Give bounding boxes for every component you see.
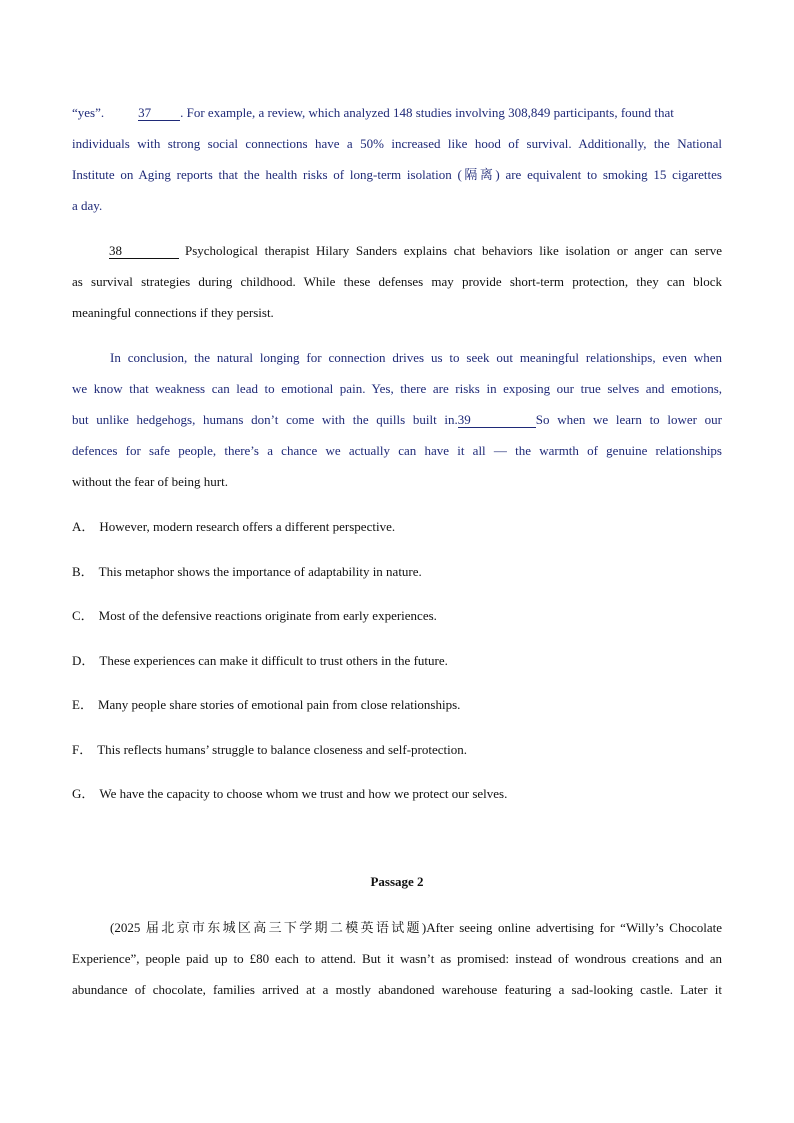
option-f <box>72 742 467 758</box>
passage-2-title: Passage 2 <box>370 874 424 889</box>
option-a-letter: A． <box>72 519 95 534</box>
p1-line-3: Institute on Aging reports that the health risks of long-term isolation (隔离) are equivalent to smoking 15 cigarettes <box>72 167 722 182</box>
p2-line-2: as survival strategies during childhood. While these defenses may provide short-term protection, they can block <box>72 274 722 289</box>
passage2-line-1: (2025 届北京市东城区高三下学期二模英语试题)After seeing online advertising for “Willy’s Chocolate <box>110 920 722 935</box>
blank-39: 39 <box>458 413 536 428</box>
option-d <box>72 653 448 669</box>
p1-line-4: a day. <box>72 198 103 213</box>
p2-line-1 <box>109 243 722 259</box>
blank-38: 38 <box>109 244 179 259</box>
p3-line-2: we know that weakness can lead to emotional pain. Yes, there are risks in exposing our true selves and emotions, <box>72 381 722 396</box>
p2-line-1-post: Psychological therapist Hilary Sanders explains chat behaviors like isolation or anger can serve <box>185 243 722 258</box>
option-a-text: However, modern research offers a different perspective. <box>99 519 396 534</box>
p2-line-3: meaningful connections if they persist. <box>72 305 274 320</box>
option-g-text: We have the capacity to choose whom we trust and how we protect our selves. <box>99 786 508 801</box>
p1-line-1-pre: “yes”. <box>72 105 105 120</box>
option-g <box>72 786 507 802</box>
option-f-letter: F． <box>72 742 93 757</box>
option-c <box>72 608 437 624</box>
option-d-letter: D． <box>72 653 95 668</box>
p3-line-3-pre: but unlike hedgehogs, humans don’t come with the quills built in. <box>72 412 458 427</box>
passage2-line-3: abundance of chocolate, families arrived at a mostly abandoned warehouse featuring a sad-looking castle. Later it <box>72 982 722 997</box>
p3-line-1: In conclusion, the natural longing for connection drives us to seek out meaningful relationships, even when <box>110 350 722 365</box>
p1-line-1-post: . For example, a review, which analyzed 148 studies involving 308,849 participants, found that <box>180 105 674 120</box>
p3-line-3-post: So when we learn to lower our <box>535 412 722 427</box>
option-c-text: Most of the defensive reactions originate from early experiences. <box>98 608 437 623</box>
option-b <box>72 564 422 580</box>
option-c-letter: C． <box>72 608 94 623</box>
option-b-letter: B． <box>72 564 94 579</box>
option-g-letter: G． <box>72 786 95 801</box>
p1-line-1 <box>72 105 722 121</box>
option-e-letter: E． <box>72 697 93 712</box>
p3-line-3 <box>72 412 722 428</box>
p3-line-5: without the fear of being hurt. <box>72 474 228 489</box>
option-a <box>72 519 395 535</box>
option-f-text: This reflects humans’ struggle to balance closeness and self-protection. <box>97 742 468 757</box>
option-d-text: These experiences can make it difficult to trust others in the future. <box>99 653 448 668</box>
option-e-text: Many people share stories of emotional pain from close relationships. <box>97 697 461 712</box>
p3-line-4: defences for safe people, there’s a chance we actually can have it all — the warmth of genuine relationships <box>72 443 722 458</box>
passage2-line-2: Experience”, people paid up to £80 each to attend. But it wasn’t as promised: instead of wondrous creations and an <box>72 951 722 966</box>
option-e <box>72 697 460 713</box>
p1-line-2: individuals with strong social connections have a 50% increased like hood of survival. Additionally, the National <box>72 136 722 151</box>
blank-37: 37 <box>138 106 180 121</box>
option-b-text: This metaphor shows the importance of adaptability in nature. <box>98 564 422 579</box>
